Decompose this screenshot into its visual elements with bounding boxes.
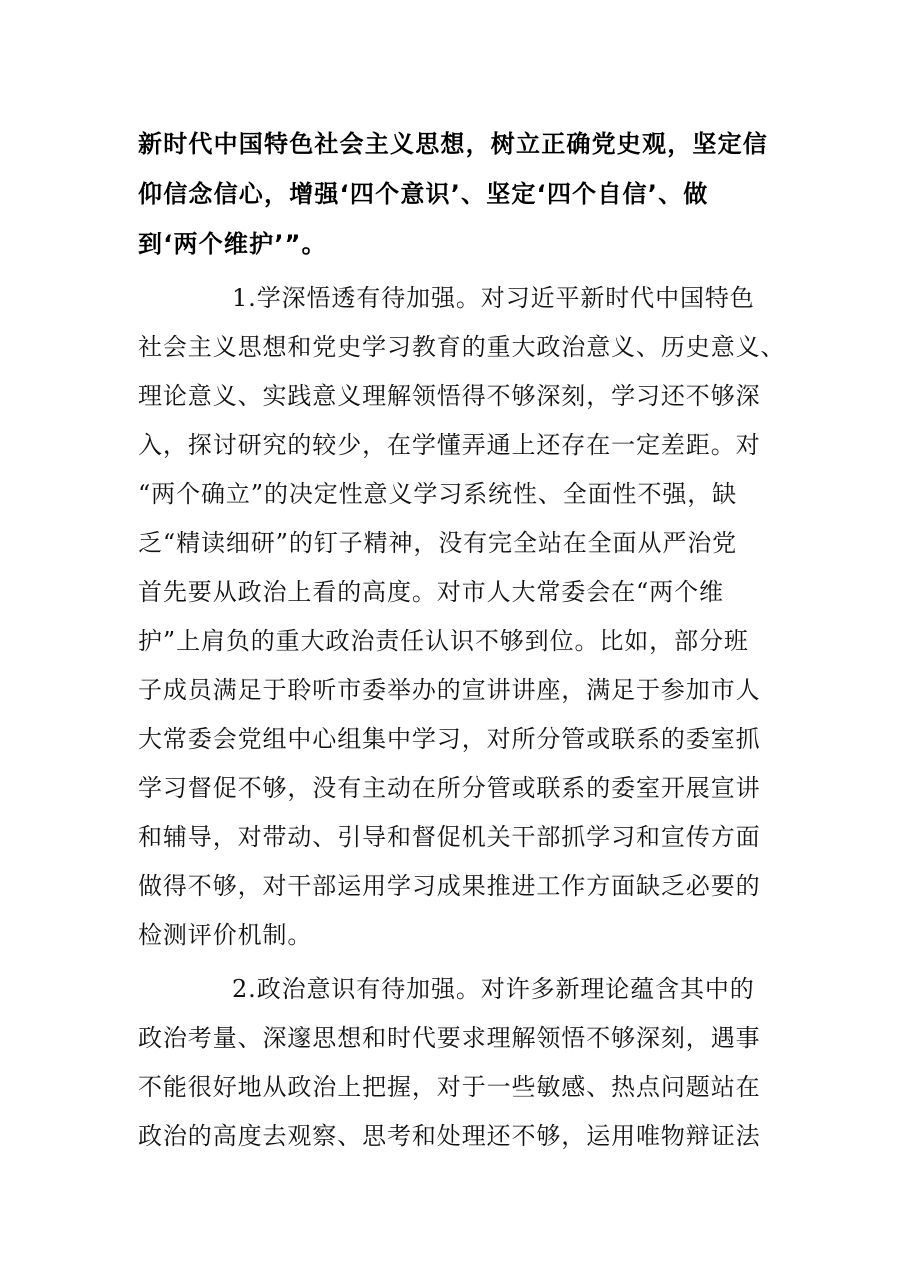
paragraph-line: 做得不够，对干部运用学习成果推进工作方面缺乏必要的	[138, 872, 761, 900]
paragraph-line: 2.政治意识有待加强。对许多新理论蕴含其中的	[232, 975, 755, 1003]
paragraph-line: 子成员满足于聆听市委举办的宣讲讲座，满足于参加市人	[138, 676, 761, 704]
paragraph-line: 政治考量、深邃思想和时代要求理解领悟不够深刻，遇事	[138, 1024, 761, 1052]
bold-text-line: 仰信念信心，增强‘四个意识’、坚定‘四个自信’、做	[138, 180, 709, 208]
paragraph-line: 乏“精读细研”的钉子精神，没有完全站在全面从严治党	[138, 529, 738, 557]
paragraph-line: 大常委会党组中心组集中学习，对所分管或联系的委室抓	[138, 725, 761, 753]
paragraph-line: 和辅导，对带动、引导和督促机关干部抓学习和宣传方面	[138, 823, 761, 851]
paragraph-line: 社会主义思想和党史学习教育的重大政治意义、历史意义、	[138, 333, 786, 361]
paragraph-line: 理论意义、实践意义理解领悟得不够深刻，学习还不够深	[138, 382, 761, 410]
paragraph-line: 政治的高度去观察、思考和处理还不够，运用唯物辩证法	[138, 1122, 761, 1150]
bold-text-line: 到‘两个维护’”。	[138, 230, 327, 258]
paragraph-line: 检测评价机制。	[138, 921, 313, 949]
paragraph-line: 入，探讨研究的较少，在学懂弄通上还存在一定差距。对	[138, 431, 761, 459]
paragraph-line: 首先要从政治上看的高度。对市人大常委会在“两个维	[138, 578, 724, 606]
paragraph-line: 护”上肩负的重大政治责任认识不够到位。比如，部分班	[138, 627, 749, 655]
paragraph-line: 学习督促不够，没有主动在所分管或联系的委室开展宣讲	[138, 774, 761, 802]
bold-text-line: 新时代中国特色社会主义思想，树立正确党史观，坚定信	[138, 130, 768, 158]
paragraph-line: 1.学深悟透有待加强。对习近平新时代中国特色	[232, 284, 755, 312]
paragraph-line: 不能很好地从政治上把握，对于一些敏感、热点问题站在	[138, 1073, 761, 1101]
paragraph-line: “两个确立”的决定性意义学习系统性、全面性不强，缺	[138, 480, 738, 508]
